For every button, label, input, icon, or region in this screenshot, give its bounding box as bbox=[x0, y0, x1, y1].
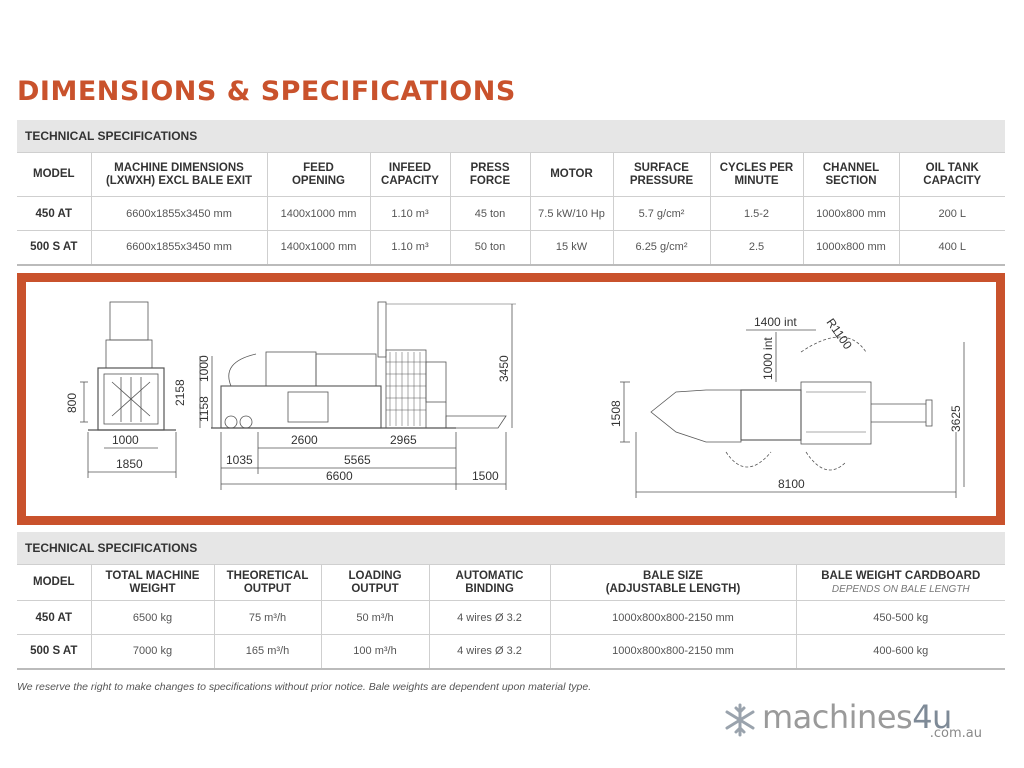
column-header bbox=[899, 153, 1005, 197]
model-cell: 500 S AT bbox=[17, 635, 91, 669]
disclaimer-text: We reserve the right to make changes to specifications without prior notice. Bale weights are dependent upon material type. bbox=[17, 681, 592, 693]
dim-label: 8100 bbox=[778, 477, 805, 491]
table-cell: 1.10 m³ bbox=[370, 231, 450, 265]
dim-label: 6600 bbox=[326, 469, 353, 483]
dim-label: 1000 bbox=[197, 355, 211, 382]
column-header-line: PRESSURE bbox=[629, 174, 694, 187]
column-header-line: OUTPUT bbox=[243, 582, 292, 595]
column-header bbox=[796, 565, 1005, 601]
column-header-line: (ADJUSTABLE LENGTH) bbox=[605, 582, 741, 595]
section-title-technical-specifications-1: TECHNICAL SPECIFICATIONS bbox=[17, 120, 1005, 152]
column-header-line: THEORETICAL bbox=[226, 569, 309, 582]
column-header bbox=[550, 565, 796, 601]
column-header bbox=[450, 153, 530, 197]
table-cell: 15 kW bbox=[530, 231, 613, 265]
table-cell: 100 m³/h bbox=[321, 635, 429, 669]
table-cell: 6500 kg bbox=[91, 601, 214, 635]
table-cell: 200 L bbox=[899, 197, 1005, 231]
table-cell: 75 m³/h bbox=[214, 601, 321, 635]
dim-label: 2965 bbox=[390, 433, 417, 447]
column-header-line: FORCE bbox=[469, 174, 511, 187]
dim-label: 3625 bbox=[949, 405, 963, 432]
logo-domain: .com.au bbox=[929, 726, 982, 741]
column-header-line: MODEL bbox=[32, 576, 75, 588]
table-cell: 7.5 kW/10 Hp bbox=[530, 197, 613, 231]
dim-label: 1158 bbox=[197, 396, 211, 422]
column-header-line: OUTPUT bbox=[351, 582, 399, 595]
table-cell: 1.5-2 bbox=[710, 197, 803, 231]
table-cell: 1400x1000 mm bbox=[267, 197, 370, 231]
column-header bbox=[267, 153, 370, 197]
column-header-line: SECTION bbox=[825, 174, 877, 187]
dim-label: 1850 bbox=[116, 457, 143, 471]
column-header bbox=[613, 153, 710, 197]
table-row bbox=[17, 601, 1005, 635]
table-cell: 1000x800 mm bbox=[803, 231, 899, 265]
column-header-line: LOADING bbox=[348, 569, 402, 582]
table-cell: 1000x800x800-2150 mm bbox=[550, 635, 796, 669]
table-cell: 1000x800x800-2150 mm bbox=[550, 601, 796, 635]
column-header bbox=[17, 565, 91, 601]
column-header-line: CYCLES PER bbox=[719, 161, 794, 174]
column-header bbox=[17, 153, 91, 197]
column-header bbox=[710, 153, 803, 197]
table-cell: 7000 kg bbox=[91, 635, 214, 669]
column-header-line: BALE SIZE bbox=[642, 569, 704, 582]
table-cell: 4 wires Ø 3.2 bbox=[429, 601, 550, 635]
table-cell: 50 ton bbox=[450, 231, 530, 265]
column-header-line: MINUTE bbox=[734, 174, 779, 187]
snowflake-icon bbox=[722, 702, 758, 738]
column-header-line: BINDING bbox=[465, 582, 514, 595]
dimension-drawing bbox=[26, 282, 996, 516]
column-header-line: INFEED bbox=[388, 161, 432, 174]
logo-wordmark bbox=[762, 698, 952, 736]
model-cell: 450 AT bbox=[17, 197, 91, 231]
table-row bbox=[17, 197, 1005, 231]
table-row bbox=[17, 635, 1005, 669]
table-cell: 1000x800 mm bbox=[803, 197, 899, 231]
column-header-line: (LXWXH) EXCL BALE EXIT bbox=[105, 174, 253, 187]
dim-label: 2158 bbox=[173, 379, 187, 406]
table-cell: 165 m³/h bbox=[214, 635, 321, 669]
table-cell: 4 wires Ø 3.2 bbox=[429, 635, 550, 669]
column-header-line: CAPACITY bbox=[923, 174, 982, 187]
dimension-drawing-frame bbox=[17, 273, 1005, 525]
column-header-line: AUTOMATIC bbox=[455, 569, 524, 582]
column-header bbox=[530, 153, 613, 197]
specifications-table-1 bbox=[17, 152, 1005, 266]
column-header-line: PRESS bbox=[470, 161, 510, 174]
column-header-line: WEIGHT bbox=[129, 582, 176, 595]
machines4u-logo[interactable] bbox=[722, 698, 1002, 746]
column-header bbox=[321, 565, 429, 601]
column-header-note: DEPENDS ON BALE LENGTH bbox=[831, 583, 970, 595]
logo-main-text: machines bbox=[762, 698, 913, 736]
dim-label: 1400 int bbox=[754, 315, 797, 329]
dim-label: 2600 bbox=[291, 433, 318, 447]
column-header bbox=[429, 565, 550, 601]
dim-label: 3450 bbox=[497, 355, 511, 382]
table-cell: 45 ton bbox=[450, 197, 530, 231]
column-header-line: CAPACITY bbox=[381, 174, 439, 187]
table-cell: 1.10 m³ bbox=[370, 197, 450, 231]
table-cell: 5.7 g/cm² bbox=[613, 197, 710, 231]
table-cell: 1400x1000 mm bbox=[267, 231, 370, 265]
logo-accent-text: 4u bbox=[912, 698, 952, 736]
column-header-line: MACHINE DIMENSIONS bbox=[114, 161, 244, 174]
page-title: DIMENSIONS & SPECIFICATIONS bbox=[17, 76, 516, 107]
column-header-line: OPENING bbox=[291, 174, 346, 187]
column-header bbox=[214, 565, 321, 601]
column-header-line: TOTAL MACHINE bbox=[105, 569, 200, 582]
table-cell: 50 m³/h bbox=[321, 601, 429, 635]
column-header-line: OIL TANK bbox=[925, 161, 979, 174]
column-header-line: MODEL bbox=[32, 168, 75, 180]
model-cell: 450 AT bbox=[17, 601, 91, 635]
table-cell: 400 L bbox=[899, 231, 1005, 265]
dim-label: 1500 bbox=[472, 469, 499, 483]
dim-label: 1000 bbox=[112, 433, 139, 447]
dim-label: R1100 bbox=[823, 315, 855, 352]
dim-label: 800 bbox=[65, 392, 79, 413]
table-cell: 450-500 kg bbox=[796, 601, 1005, 635]
column-header bbox=[370, 153, 450, 197]
table-cell: 6.25 g/cm² bbox=[613, 231, 710, 265]
top-view-drawing bbox=[620, 330, 964, 498]
table-cell: 6600x1855x3450 mm bbox=[91, 197, 267, 231]
dim-label: 5565 bbox=[344, 453, 371, 467]
dim-label: 1508 bbox=[609, 400, 623, 427]
table-cell: 6600x1855x3450 mm bbox=[91, 231, 267, 265]
model-cell: 500 S AT bbox=[17, 231, 91, 265]
column-header-line: SURFACE bbox=[634, 161, 689, 174]
column-header-line: FEED bbox=[303, 161, 334, 174]
specifications-table-2 bbox=[17, 564, 1005, 670]
column-header-line: CHANNEL bbox=[822, 161, 880, 174]
dim-label: 1000 int bbox=[761, 337, 775, 380]
column-header-line: MOTOR bbox=[550, 168, 593, 180]
column-header bbox=[91, 565, 214, 601]
dim-label: 1035 bbox=[226, 453, 253, 467]
column-header-line: BALE WEIGHT CARDBOARD bbox=[821, 569, 981, 582]
front-view-drawing bbox=[80, 302, 176, 478]
table-cell: 400-600 kg bbox=[796, 635, 1005, 669]
column-header bbox=[91, 153, 267, 197]
column-header bbox=[803, 153, 899, 197]
section-title-technical-specifications-2: TECHNICAL SPECIFICATIONS bbox=[17, 532, 1005, 564]
table-row bbox=[17, 231, 1005, 265]
table-cell: 2.5 bbox=[710, 231, 803, 265]
